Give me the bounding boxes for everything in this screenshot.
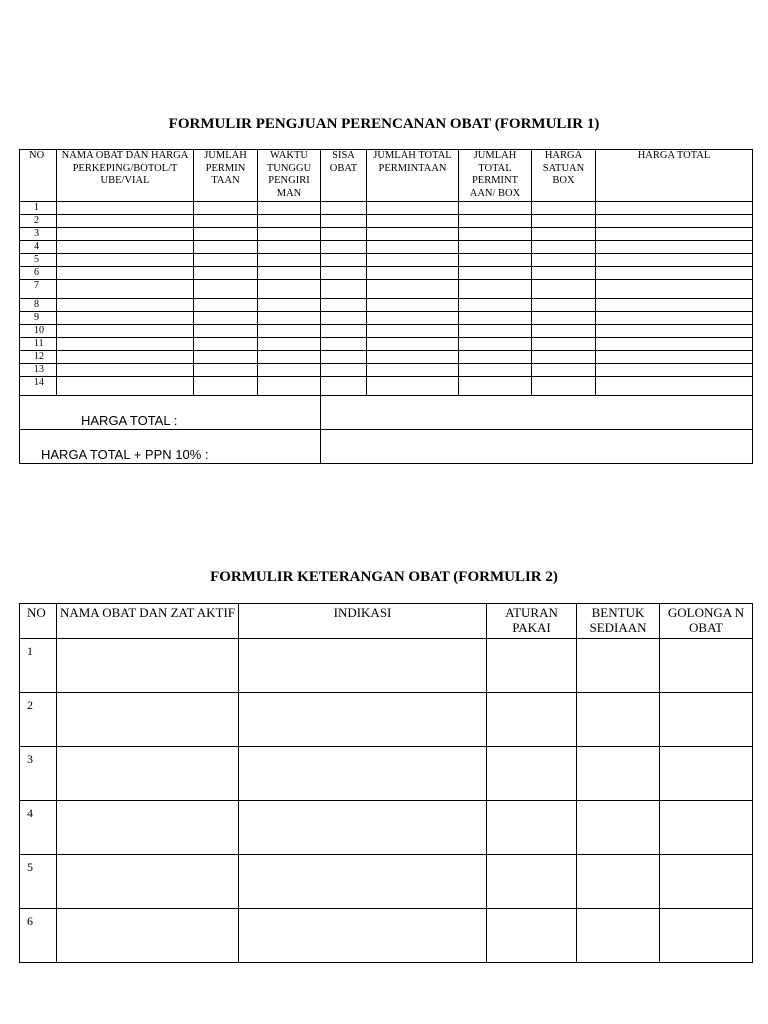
- form1-cell-sisa-obat[interactable]: [321, 312, 367, 325]
- form1-cell-jumlah-total[interactable]: [367, 299, 459, 312]
- form1-cell-harga-total[interactable]: [596, 312, 753, 325]
- form2-table-row: [20, 747, 753, 801]
- form2-cell-bentuk-sediaan[interactable]: [577, 693, 660, 747]
- form1-cell-nama-obat[interactable]: [57, 280, 194, 299]
- form1-cell-jumlah-box[interactable]: [459, 215, 532, 228]
- form1-cell-sisa-obat[interactable]: [321, 364, 367, 377]
- form1-row-number: 10: [20, 325, 57, 338]
- form1-cell-jumlah-permintaan[interactable]: [194, 312, 258, 325]
- form1-cell-jumlah-permintaan[interactable]: [194, 241, 258, 254]
- form1-cell-jumlah-permintaan[interactable]: [194, 325, 258, 338]
- form2-row-number: 3: [20, 747, 57, 801]
- form2-cell-golongan-obat[interactable]: [660, 693, 753, 747]
- form2-header-golongan-obat: GOLONGA N OBAT: [660, 604, 753, 639]
- form2-row-number: 2: [20, 693, 57, 747]
- form2-cell-bentuk-sediaan[interactable]: [577, 801, 660, 855]
- form2-header-nama-obat: NAMA OBAT DAN ZAT AKTIF: [57, 604, 239, 639]
- form1-cell-jumlah-permintaan[interactable]: [194, 377, 258, 396]
- form2-table-row: [20, 801, 753, 855]
- form1-cell-nama-obat[interactable]: [57, 215, 194, 228]
- form1-header-row: [20, 150, 753, 202]
- form1-cell-sisa-obat[interactable]: [321, 338, 367, 351]
- form1-table-row: [20, 325, 753, 338]
- form1-cell-waktu-tunggu[interactable]: [258, 338, 321, 351]
- form1-cell-nama-obat[interactable]: [57, 338, 194, 351]
- form2-cell-golongan-obat[interactable]: [660, 801, 753, 855]
- form1-title: FORMULIR PENGJUAN PERENCANAN OBAT (FORMULIR 1): [168, 116, 600, 132]
- form1-header-sisa-obat: SISA OBAT: [321, 150, 367, 202]
- form1-cell-nama-obat[interactable]: [57, 254, 194, 267]
- form1-cell-sisa-obat[interactable]: [321, 325, 367, 338]
- form2-cell-aturan-pakai[interactable]: [487, 855, 577, 909]
- form1-cell-sisa-obat[interactable]: [321, 215, 367, 228]
- form1-cell-sisa-obat[interactable]: [321, 228, 367, 241]
- form1-header-harga-satuan: HARGA SATUAN BOX: [532, 150, 596, 202]
- form1-table-row: [20, 254, 753, 267]
- form1-cell-nama-obat[interactable]: [57, 377, 194, 396]
- form2-cell-golongan-obat[interactable]: [660, 855, 753, 909]
- form2-cell-bentuk-sediaan[interactable]: [577, 747, 660, 801]
- form1-cell-harga-satuan[interactable]: [532, 280, 596, 299]
- form1-cell-harga-total[interactable]: [596, 280, 753, 299]
- form1-row-number: 14: [20, 377, 57, 396]
- form2-cell-bentuk-sediaan[interactable]: [577, 909, 660, 963]
- form1-cell-harga-total[interactable]: [596, 364, 753, 377]
- form2-header-bentuk-sediaan: BENTUK SEDIAAN: [577, 604, 660, 639]
- form2-cell-nama-obat[interactable]: [57, 909, 239, 963]
- form1-cell-nama-obat[interactable]: [57, 241, 194, 254]
- form1-table-row: [20, 299, 753, 312]
- form1-header-waktu-tunggu: WAKTU TUNGGU PENGIRI MAN: [258, 150, 321, 202]
- form1-cell-waktu-tunggu[interactable]: [258, 241, 321, 254]
- form2-cell-bentuk-sediaan[interactable]: [577, 639, 660, 693]
- form2-cell-nama-obat[interactable]: [57, 801, 239, 855]
- form1-cell-sisa-obat[interactable]: [321, 254, 367, 267]
- form1-cell-jumlah-total[interactable]: [367, 254, 459, 267]
- form2-cell-nama-obat[interactable]: [57, 639, 239, 693]
- form1-cell-jumlah-box[interactable]: [459, 351, 532, 364]
- form1-cell-harga-satuan[interactable]: [532, 267, 596, 280]
- form1-header-jumlah-total: JUMLAH TOTAL PERMINTAAN: [367, 150, 459, 202]
- form2-header-indikasi: INDIKASI: [239, 604, 487, 639]
- form1-cell-nama-obat[interactable]: [57, 364, 194, 377]
- form1-cell-jumlah-permintaan[interactable]: [194, 267, 258, 280]
- form1-cell-jumlah-total[interactable]: [367, 215, 459, 228]
- form1-cell-jumlah-total[interactable]: [367, 267, 459, 280]
- form1-cell-jumlah-total[interactable]: [367, 312, 459, 325]
- form1-cell-harga-total[interactable]: [596, 241, 753, 254]
- form1-header-harga-total: HARGA TOTAL: [596, 150, 753, 202]
- form2-cell-nama-obat[interactable]: [57, 747, 239, 801]
- form1-cell-jumlah-permintaan[interactable]: [194, 215, 258, 228]
- form1-cell-nama-obat[interactable]: [57, 312, 194, 325]
- form1-cell-jumlah-permintaan[interactable]: [194, 228, 258, 241]
- form1-header-nama-obat: NAMA OBAT DAN HARGA PERKEPING/BOTOL/T UBE/VIAL: [57, 150, 194, 202]
- form1-cell-jumlah-permintaan[interactable]: [194, 254, 258, 267]
- form2-cell-indikasi[interactable]: [239, 639, 487, 693]
- form1-cell-jumlah-total[interactable]: [367, 338, 459, 351]
- form1-cell-sisa-obat[interactable]: [321, 351, 367, 364]
- form2-title: FORMULIR KETERANGAN OBAT (FORMULIR 2): [210, 569, 558, 585]
- form1-table-row: [20, 267, 753, 280]
- form1-cell-harga-satuan[interactable]: [532, 364, 596, 377]
- form2-row-number: 4: [20, 801, 57, 855]
- form2-cell-indikasi[interactable]: [239, 909, 487, 963]
- form1-cell-jumlah-box[interactable]: [459, 364, 532, 377]
- form1-cell-waktu-tunggu[interactable]: [258, 299, 321, 312]
- form1-cell-nama-obat[interactable]: [57, 228, 194, 241]
- form1-cell-waktu-tunggu[interactable]: [258, 254, 321, 267]
- form1-header-jumlah-box: JUMLAH TOTAL PERMINT AAN/ BOX: [459, 150, 532, 202]
- form1-cell-jumlah-total[interactable]: [367, 228, 459, 241]
- form1-cell-nama-obat[interactable]: [57, 202, 194, 215]
- form1-cell-harga-satuan[interactable]: [532, 202, 596, 215]
- form2-table: [19, 603, 753, 963]
- harga-total-label: HARGA TOTAL :: [20, 396, 321, 430]
- form1-header-no: NO: [20, 150, 57, 202]
- form1-row-number: 2: [20, 215, 57, 228]
- form1-cell-harga-total[interactable]: [596, 351, 753, 364]
- form2-table-row: [20, 639, 753, 693]
- form1-row-number: 5: [20, 254, 57, 267]
- form1-cell-jumlah-box[interactable]: [459, 299, 532, 312]
- form2-cell-nama-obat[interactable]: [57, 693, 239, 747]
- form1-cell-jumlah-box[interactable]: [459, 377, 532, 396]
- form2-cell-golongan-obat[interactable]: [660, 639, 753, 693]
- form1-cell-jumlah-box[interactable]: [459, 338, 532, 351]
- form2-table-row: [20, 693, 753, 747]
- form1-cell-harga-total[interactable]: [596, 325, 753, 338]
- form1-cell-jumlah-permintaan[interactable]: [194, 351, 258, 364]
- form1-row-number: 4: [20, 241, 57, 254]
- form1-cell-sisa-obat[interactable]: [321, 280, 367, 299]
- form1-cell-jumlah-permintaan[interactable]: [194, 364, 258, 377]
- form1-cell-nama-obat[interactable]: [57, 299, 194, 312]
- form1-row-number: 1: [20, 202, 57, 215]
- form2-cell-nama-obat[interactable]: [57, 855, 239, 909]
- form1-cell-harga-total[interactable]: [596, 254, 753, 267]
- form2-row-number: 6: [20, 909, 57, 963]
- form2-header-no: NO: [20, 604, 57, 639]
- form1-cell-harga-satuan[interactable]: [532, 215, 596, 228]
- form1-cell-waktu-tunggu[interactable]: [258, 325, 321, 338]
- form1-cell-waktu-tunggu[interactable]: [258, 202, 321, 215]
- form1-cell-harga-total[interactable]: [596, 228, 753, 241]
- form1-total-row: [20, 396, 753, 430]
- form1-table-row: [20, 312, 753, 325]
- form1-cell-sisa-obat[interactable]: [321, 299, 367, 312]
- harga-total-field[interactable]: [321, 396, 753, 430]
- harga-total-ppn-label: HARGA TOTAL + PPN 10% :: [20, 430, 321, 464]
- form1-cell-harga-total[interactable]: [596, 267, 753, 280]
- form2-cell-indikasi[interactable]: [239, 801, 487, 855]
- form1-cell-jumlah-total[interactable]: [367, 364, 459, 377]
- form1-table-row: [20, 351, 753, 364]
- form1-row-number: 9: [20, 312, 57, 325]
- form1-cell-waktu-tunggu[interactable]: [258, 280, 321, 299]
- form2-cell-aturan-pakai[interactable]: [487, 693, 577, 747]
- form1-cell-waktu-tunggu[interactable]: [258, 215, 321, 228]
- form2-cell-indikasi[interactable]: [239, 747, 487, 801]
- form1-total-ppn-row: [20, 430, 753, 464]
- form1-cell-jumlah-box[interactable]: [459, 280, 532, 299]
- form1-row-number: 12: [20, 351, 57, 364]
- form1-cell-harga-total[interactable]: [596, 215, 753, 228]
- form1-table-row: [20, 202, 753, 215]
- form1-row-number: 11: [20, 338, 57, 351]
- form1-cell-nama-obat[interactable]: [57, 267, 194, 280]
- form1-table-row: [20, 338, 753, 351]
- form1-cell-nama-obat[interactable]: [57, 351, 194, 364]
- form1-table-row: [20, 364, 753, 377]
- form1-cell-harga-satuan[interactable]: [532, 338, 596, 351]
- form1-cell-waktu-tunggu[interactable]: [258, 377, 321, 396]
- form1-cell-harga-satuan[interactable]: [532, 254, 596, 267]
- form1-row-number: 13: [20, 364, 57, 377]
- form1-row-number: 7: [20, 280, 57, 299]
- form1-table-row: [20, 377, 753, 396]
- form1-row-number: 6: [20, 267, 57, 280]
- form1-cell-jumlah-permintaan[interactable]: [194, 280, 258, 299]
- form1-cell-waktu-tunggu[interactable]: [258, 364, 321, 377]
- form2-header-row: [20, 604, 753, 639]
- form1-cell-nama-obat[interactable]: [57, 325, 194, 338]
- form1-cell-harga-total[interactable]: [596, 338, 753, 351]
- form1-table-row: [20, 280, 753, 299]
- form1-cell-jumlah-box[interactable]: [459, 228, 532, 241]
- form1-cell-sisa-obat[interactable]: [321, 377, 367, 396]
- form1-cell-jumlah-box[interactable]: [459, 254, 532, 267]
- form2-row-number: 5: [20, 855, 57, 909]
- form1-table-row: [20, 241, 753, 254]
- form1-cell-jumlah-total[interactable]: [367, 241, 459, 254]
- form1-cell-jumlah-permintaan[interactable]: [194, 338, 258, 351]
- form1-cell-harga-satuan[interactable]: [532, 325, 596, 338]
- form1-cell-jumlah-total[interactable]: [367, 325, 459, 338]
- form1-cell-waktu-tunggu[interactable]: [258, 267, 321, 280]
- form1-row-number: 3: [20, 228, 57, 241]
- form1-cell-sisa-obat[interactable]: [321, 267, 367, 280]
- form1-cell-waktu-tunggu[interactable]: [258, 351, 321, 364]
- form2-table-row: [20, 855, 753, 909]
- form1-cell-harga-satuan[interactable]: [532, 241, 596, 254]
- form1-cell-waktu-tunggu[interactable]: [258, 312, 321, 325]
- form2-header-aturan-pakai: ATURAN PAKAI: [487, 604, 577, 639]
- form1-cell-jumlah-total[interactable]: [367, 351, 459, 364]
- form2-cell-golongan-obat[interactable]: [660, 747, 753, 801]
- form1-cell-jumlah-box[interactable]: [459, 312, 532, 325]
- form1-cell-jumlah-box[interactable]: [459, 325, 532, 338]
- form2-cell-bentuk-sediaan[interactable]: [577, 855, 660, 909]
- form1-cell-sisa-obat[interactable]: [321, 202, 367, 215]
- form1-cell-jumlah-total[interactable]: [367, 377, 459, 396]
- form2-cell-aturan-pakai[interactable]: [487, 747, 577, 801]
- form1-cell-harga-satuan[interactable]: [532, 377, 596, 396]
- form1-header-jumlah-permintaan: JUMLAH PERMIN TAAN: [194, 150, 258, 202]
- form2-cell-aturan-pakai[interactable]: [487, 639, 577, 693]
- form1-cell-jumlah-box[interactable]: [459, 202, 532, 215]
- form2-table-row: [20, 909, 753, 963]
- form1-table-row: [20, 215, 753, 228]
- form1-cell-harga-satuan[interactable]: [532, 351, 596, 364]
- form2-cell-aturan-pakai[interactable]: [487, 801, 577, 855]
- form1-cell-sisa-obat[interactable]: [321, 241, 367, 254]
- form2-cell-golongan-obat[interactable]: [660, 909, 753, 963]
- harga-total-ppn-field[interactable]: [321, 430, 753, 464]
- form2-cell-indikasi[interactable]: [239, 855, 487, 909]
- form1-cell-harga-satuan[interactable]: [532, 299, 596, 312]
- form1-table: [19, 149, 753, 464]
- form1-cell-harga-total[interactable]: [596, 299, 753, 312]
- form2-cell-aturan-pakai[interactable]: [487, 909, 577, 963]
- form1-cell-harga-total[interactable]: [596, 202, 753, 215]
- form1-cell-harga-total[interactable]: [596, 377, 753, 396]
- form1-cell-harga-satuan[interactable]: [532, 312, 596, 325]
- form1-cell-jumlah-box[interactable]: [459, 267, 532, 280]
- form2-row-number: 1: [20, 639, 57, 693]
- form1-cell-waktu-tunggu[interactable]: [258, 228, 321, 241]
- form1-cell-jumlah-total[interactable]: [367, 280, 459, 299]
- form1-row-number: 8: [20, 299, 57, 312]
- form1-table-row: [20, 228, 753, 241]
- form1-cell-jumlah-total[interactable]: [367, 202, 459, 215]
- form2-cell-indikasi[interactable]: [239, 693, 487, 747]
- form1-cell-jumlah-box[interactable]: [459, 241, 532, 254]
- form1-cell-harga-satuan[interactable]: [532, 228, 596, 241]
- form1-cell-jumlah-permintaan[interactable]: [194, 202, 258, 215]
- form1-cell-jumlah-permintaan[interactable]: [194, 299, 258, 312]
